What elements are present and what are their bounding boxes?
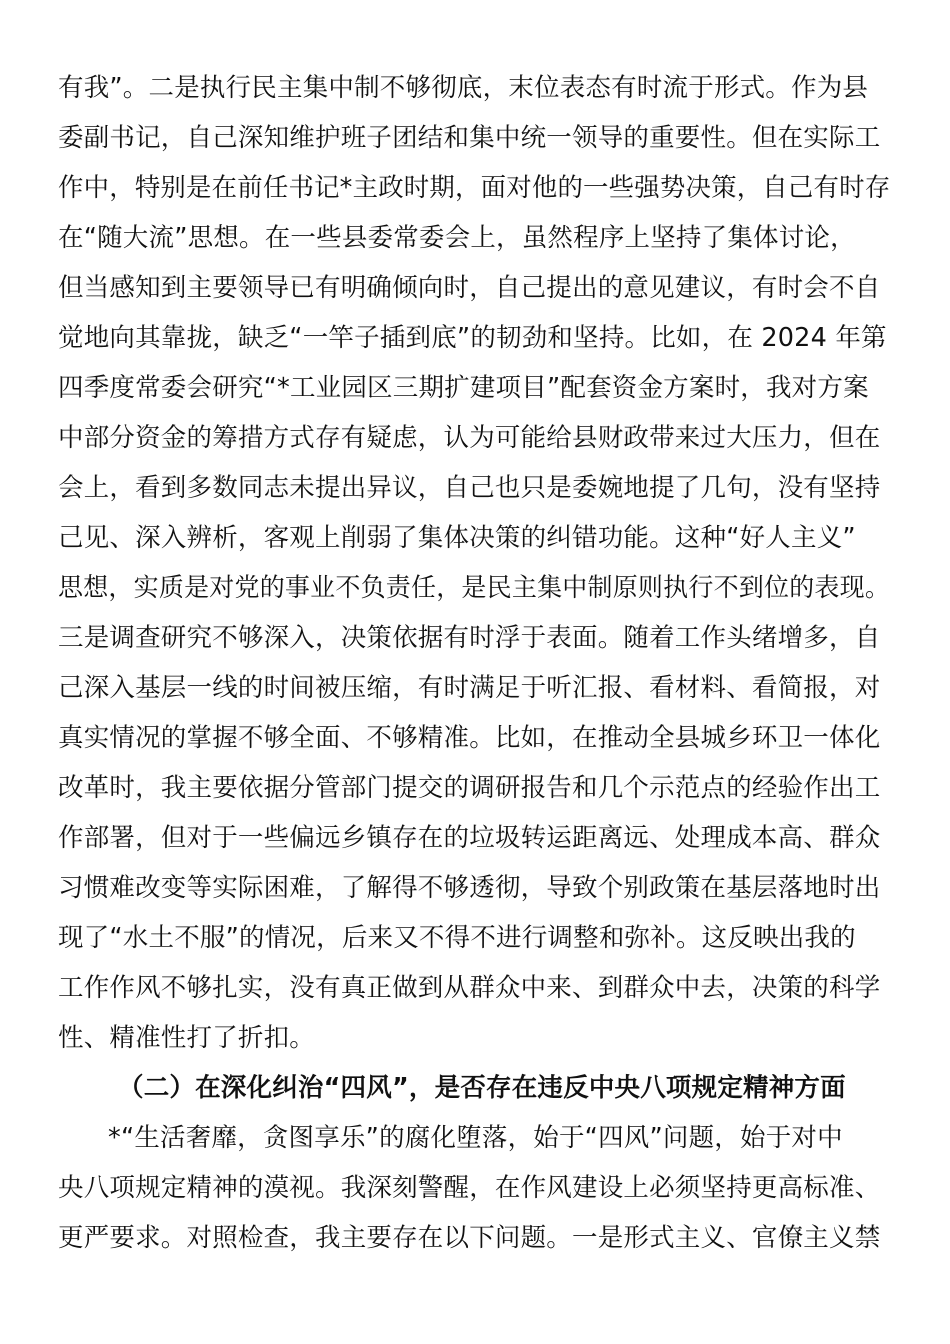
body-text-line: *“生活奢靡，贪图享乐”的腐化堕落，始于“四风”问题，始于对中 [108, 1123, 843, 1153]
body-text-line: 己见、深入辨析，客观上削弱了集体决策的纠错功能。这种“好人主义” [58, 523, 856, 553]
body-text-line: 思想，实质是对党的事业不负责任，是民主集中制原则执行不到位的表现。 [58, 573, 891, 603]
body-text-line: 习惯难改变等实际困难，了解得不够透彻，导致个别政策在基层落地时出 [58, 873, 881, 903]
body-text-line: 真实情况的掌握不够全面、不够精准。比如，在推动全县城乡环卫一体化 [58, 723, 881, 753]
body-text-line: 作部署，但对于一些偏远乡镇存在的垃圾转运距离远、处理成本高、群众 [58, 823, 881, 853]
body-text-line: 更严要求。对照检查，我主要存在以下问题。一是形式主义、官僚主义禁 [58, 1223, 881, 1253]
body-text-line: 央八项规定精神的漠视。我深刻警醒，在作风建设上必须坚持更高标准、 [58, 1173, 881, 1203]
body-text-line: 会上，看到多数同志未提出异议，自己也只是委婉地提了几句，没有坚持 [58, 473, 881, 503]
body-text-line: 性、精准性打了折扣。 [58, 1023, 316, 1053]
section-heading: （二）在深化纠治“四风”，是否存在违反中央八项规定精神方面 [118, 1073, 846, 1103]
body-text-line: 作中，特别是在前任书记*主政时期，面对他的一些强势决策，自己有时存 [58, 173, 891, 203]
body-text-line: 但当感知到主要领导已有明确倾向时，自己提出的意见建议，有时会不自 [58, 273, 881, 303]
body-text-line: 有我”。二是执行民主集中制不够彻底，末位表态有时流于形式。作为县 [58, 73, 869, 103]
body-text-line: 己深入基层一线的时间被压缩，有时满足于听汇报、看材料、看简报，对 [58, 673, 881, 703]
body-text-line: 工作作风不够扎实，没有真正做到从群众中来、到群众中去，决策的科学 [58, 973, 881, 1003]
body-text-line: 觉地向其靠拢，缺乏“一竿子插到底”的韧劲和坚持。比如，在 2024 年第 [58, 323, 887, 353]
body-text-line: 四季度常委会研究“*工业园区三期扩建项目”配套资金方案时，我对方案 [58, 373, 869, 403]
body-text-line: 三是调查研究不够深入，决策依据有时浮于表面。随着工作头绪增多，自 [58, 623, 881, 653]
body-text-line: 在“随大流”思想。在一些县委常委会上，虽然程序上坚持了集体讨论， [58, 223, 856, 253]
body-text-line: 中部分资金的筹措方式存有疑虑，认为可能给县财政带来过大压力，但在 [58, 423, 881, 453]
body-text-line: 委副书记，自己深知维护班子团结和集中统一领导的重要性。但在实际工 [58, 123, 881, 153]
body-text-line: 现了“水土不服”的情况，后来又不得不进行调整和弥补。这反映出我的 [58, 923, 856, 953]
body-text-line: 改革时，我主要依据分管部门提交的调研报告和几个示范点的经验作出工 [58, 773, 881, 803]
